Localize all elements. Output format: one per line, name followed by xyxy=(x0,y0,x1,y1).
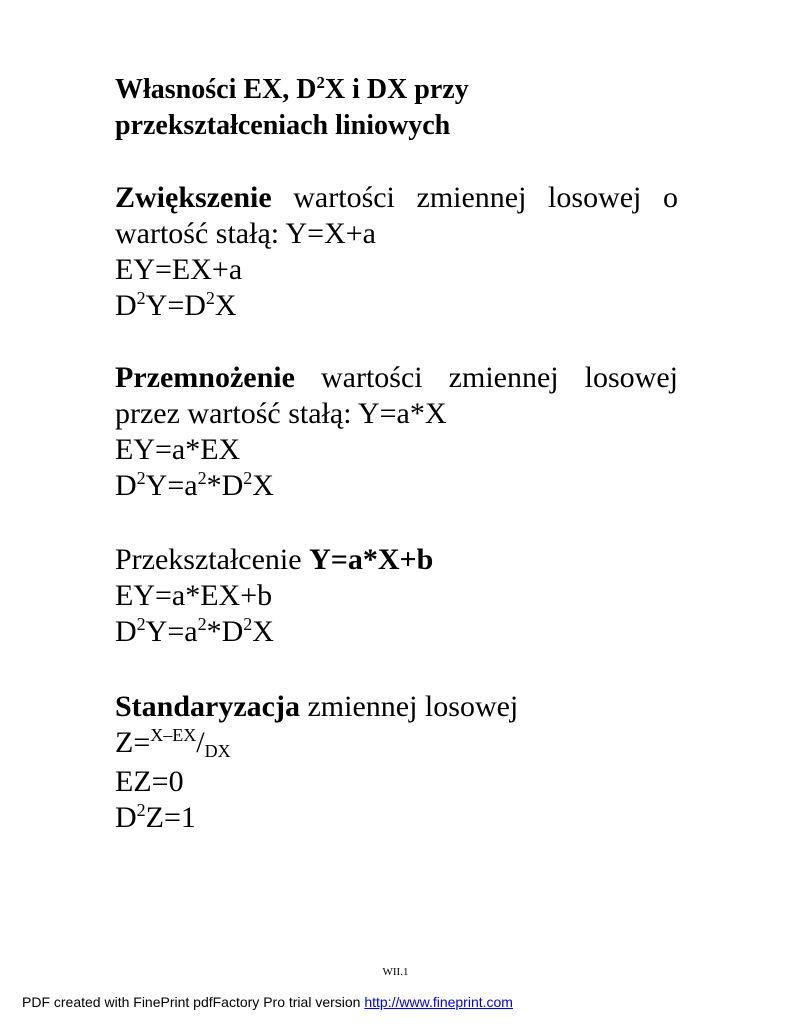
fineprint-link[interactable]: http://www.fineprint.com xyxy=(364,994,513,1010)
title-line-2: przekształceniach liniowych xyxy=(115,110,451,141)
section-multiply xyxy=(115,360,678,504)
increase-keyword: Zwiększenie xyxy=(115,181,272,214)
page-code: WII.1 xyxy=(382,966,409,978)
increase-heading-line xyxy=(115,180,678,216)
transform-formula: Y=a*X+b xyxy=(309,543,434,576)
multiply-description: wartości zmiennej losowej xyxy=(320,361,678,394)
z-denominator: DX xyxy=(204,740,231,761)
title-text-a: Własności EX, D xyxy=(115,74,317,105)
transform-expectation: EY=a*EX+b xyxy=(115,579,273,612)
standardize-keyword: Standaryzacja xyxy=(115,690,300,723)
multiply-keyword: Przemnożenie xyxy=(115,361,295,394)
page-title xyxy=(115,72,675,144)
title-line-1 xyxy=(115,72,675,108)
pdf-creator-banner xyxy=(22,994,513,1010)
increase-description: wartości zmiennej losowej o xyxy=(293,181,678,214)
standardize-expectation: EZ=0 xyxy=(115,765,184,798)
section-standardize xyxy=(115,689,678,836)
transform-variance: $D^2Y=a^2*D^2X$ xyxy=(115,614,274,648)
title-text-b: X i DX przy xyxy=(324,74,469,105)
increase-variance: $D^2Y=D^2X$ xyxy=(115,288,237,322)
increase-formula-def: wartość stałą: Y=X+a xyxy=(115,217,376,250)
multiply-formula-def: przez wartość stałą: Y=a*X xyxy=(115,397,447,430)
transform-heading-line xyxy=(115,542,678,578)
z-numerator: X–EX xyxy=(150,725,197,746)
multiply-expectation: EY=a*EX xyxy=(115,433,241,466)
transform-label: Przekształcenie xyxy=(115,543,302,576)
increase-expectation: EY=EX+a xyxy=(115,253,243,286)
title-superscript: 2 xyxy=(316,72,325,92)
standardize-z-formula: Z=$^{X-EX}$/DX xyxy=(115,725,231,761)
standardize-description: zmiennej losowej xyxy=(307,690,519,723)
multiply-variance: $D^2Y=a^2*D^2X$ xyxy=(115,468,274,502)
section-increase xyxy=(115,180,678,324)
banner-text: PDF created with FinePrint pdfFactory Pro trial version xyxy=(22,994,361,1010)
multiply-heading-line xyxy=(115,360,678,396)
section-transform xyxy=(115,542,678,650)
standardize-variance: $D^2Z=1$ xyxy=(115,800,196,834)
standardize-heading-line xyxy=(115,689,678,725)
